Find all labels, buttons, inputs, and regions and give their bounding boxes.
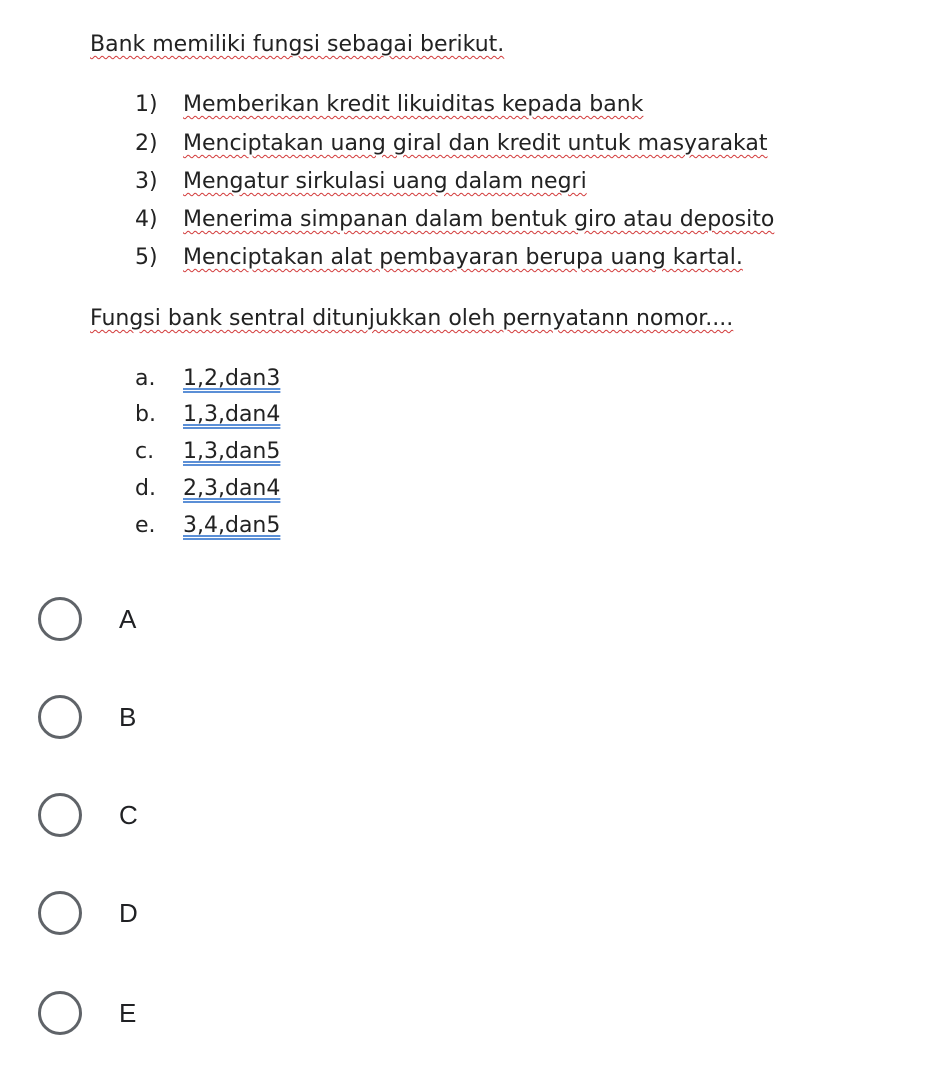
option-a-label: A: [119, 603, 137, 634]
choice-d: d. 2,3,dan4: [135, 476, 281, 501]
option-e[interactable]: [38, 988, 338, 1038]
radio-button-d[interactable]: [38, 891, 82, 935]
radio-button-b[interactable]: [38, 695, 82, 739]
choice-b: b. 1,3,dan4: [135, 402, 281, 427]
radio-button-c[interactable]: [38, 793, 82, 837]
option-a[interactable]: [38, 594, 338, 644]
statement-2: 2) Menciptakan uang giral dan kredit untuk masyarakat: [135, 131, 768, 156]
question-prompt: Fungsi bank sentral ditunjukkan oleh pernyatann nomor....: [90, 306, 734, 331]
statement-4: 4) Menerima simpanan dalam bentuk giro atau deposito: [135, 207, 775, 232]
option-d-label: D: [119, 897, 138, 928]
statement-5: 5) Menciptakan alat pembayaran berupa uang kartal.: [135, 245, 743, 270]
option-b-label: B: [119, 701, 137, 732]
question-intro: Bank memiliki fungsi sebagai berikut.: [90, 32, 505, 57]
option-c-label: C: [119, 799, 138, 830]
choice-e: e. 3,4,dan5: [135, 513, 281, 538]
option-d[interactable]: [38, 888, 338, 938]
statement-1: 1) Memberikan kredit likuiditas kepada bank: [135, 92, 644, 117]
option-b[interactable]: [38, 692, 338, 742]
radio-button-a[interactable]: [38, 597, 82, 641]
statement-3: 3) Mengatur sirkulasi uang dalam negri: [135, 169, 587, 194]
choice-a: a. 1,2,dan3: [135, 366, 281, 391]
choice-c: c. 1,3,dan5: [135, 439, 281, 464]
option-c[interactable]: [38, 790, 338, 840]
option-e-label: E: [119, 997, 137, 1028]
radio-button-e[interactable]: [38, 991, 82, 1035]
